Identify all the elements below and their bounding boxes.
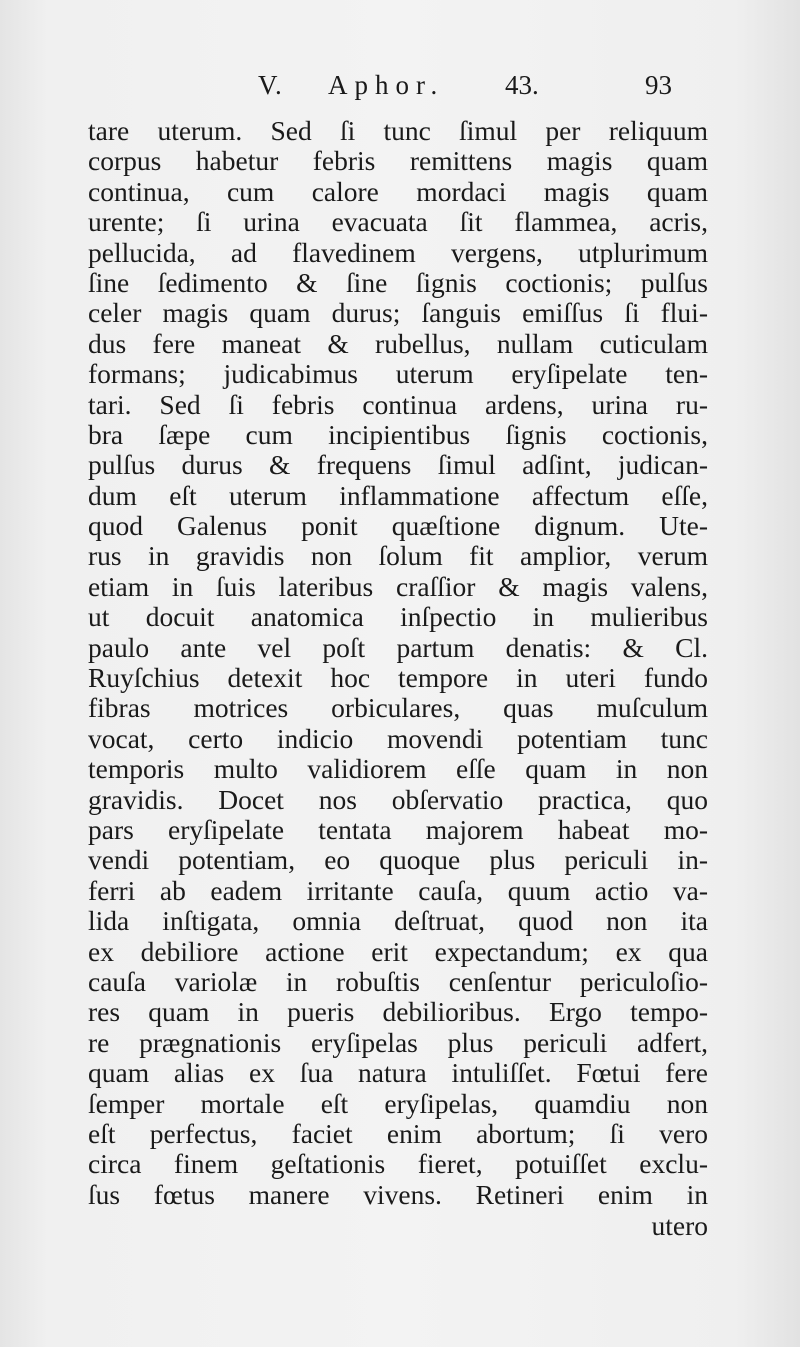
text-line: quod Galenus ponit quæſtione dignum. Ute- (88, 510, 708, 542)
text-line: Ruyſchius detexit hoc tempore in uteri fundo (88, 662, 708, 694)
text-line: etiam in ſuis lateribus craſſior & magis valens, (88, 570, 708, 602)
text-line: lida inſtigata, omnia deſtruat, quod non ita (88, 905, 708, 937)
text-line: ut docuit anatomica inſpectio in mulieribus (88, 601, 708, 633)
text-line: fibras motrices orbiculares, quas muſculum (88, 692, 708, 724)
text-line: paulo ante vel poſt partum denatis: & Cl. (88, 631, 708, 663)
text-line: pellucida, ad flavedinem vergens, utplurimum (88, 236, 708, 268)
text-line: ſemper mortale eſt eryſipelas, quamdiu non (88, 1087, 708, 1119)
text-line: dum eſt uterum inflammatione affectum eſſe, (88, 479, 708, 511)
running-head-aphorism-number: 43. (505, 70, 539, 100)
text-line: ex debiliore actione erit expectandum; ex qua (88, 935, 708, 967)
text-line: eſt perfectus, faciet enim abortum; ſi vero (88, 1117, 708, 1149)
text-line: bra ſæpe cum incipientibus ſignis coctionis, (88, 418, 708, 450)
text-line: continua, cum calore mordaci magis quam (88, 175, 708, 207)
running-head-chapter: V. (258, 70, 283, 100)
page-number: 93 (645, 70, 672, 100)
text-line: ſine ſedimento & ſine ſignis coctionis; pulſus (88, 266, 708, 298)
text-line: rus in gravidis non ſolum fit amplior, verum (88, 540, 708, 572)
text-line: vendi potentiam, eo quoque plus periculi in- (88, 844, 708, 876)
text-line: res quam in pueris debilioribus. Ergo tempo- (88, 996, 708, 1028)
text-line: cauſa variolæ in robuſtis cenſentur periculoſio- (88, 965, 708, 997)
body-text (88, 116, 708, 1210)
text-line: tare uterum. Sed ſi tunc ſimul per reliquum (88, 115, 708, 146)
text-line: vocat, certo indicio movendi potentiam tunc (88, 722, 708, 754)
catchword: utero (651, 1210, 708, 1241)
text-line: ferri ab eadem irritante cauſa, quum actio va- (88, 874, 708, 906)
text-line: formans; judicabimus uterum eryſipelate ten- (88, 358, 708, 390)
running-head-abbreviation: Aphor. (328, 70, 445, 100)
text-line: pulſus durus & frequens ſimul adſint, judican- (88, 449, 708, 481)
text-line: re prægnationis eryſipelas plus periculi adfert, (88, 1026, 708, 1058)
text-line: corpus habetur febris remittens magis quam (88, 145, 708, 177)
text-line: urente; ſi urina evacuata ſit flammea, acris, (88, 206, 708, 238)
text-line: quam alias ex ſua natura intuliſſet. Fœtui fere (88, 1057, 708, 1089)
text-line: pars eryſipelate tentata majorem habeat mo- (88, 813, 708, 845)
text-line: gravidis. Docet nos obſervatio practica, quo (88, 783, 708, 815)
text-line: tari. Sed ſi febris continua ardens, urina ru- (88, 388, 708, 420)
text-line: celer magis quam durus; ſanguis emiſſus ſi flui- (88, 297, 708, 329)
text-line: temporis multo validiorem eſſe quam in non (88, 753, 708, 785)
text-line: ſus fœtus manere vivens. Retineri enim in (88, 1178, 708, 1210)
text-line: dus fere maneat & rubellus, nullam cuticulam (88, 327, 708, 359)
text-line: circa finem geſtationis fieret, potuiſſet exclu- (88, 1148, 708, 1180)
